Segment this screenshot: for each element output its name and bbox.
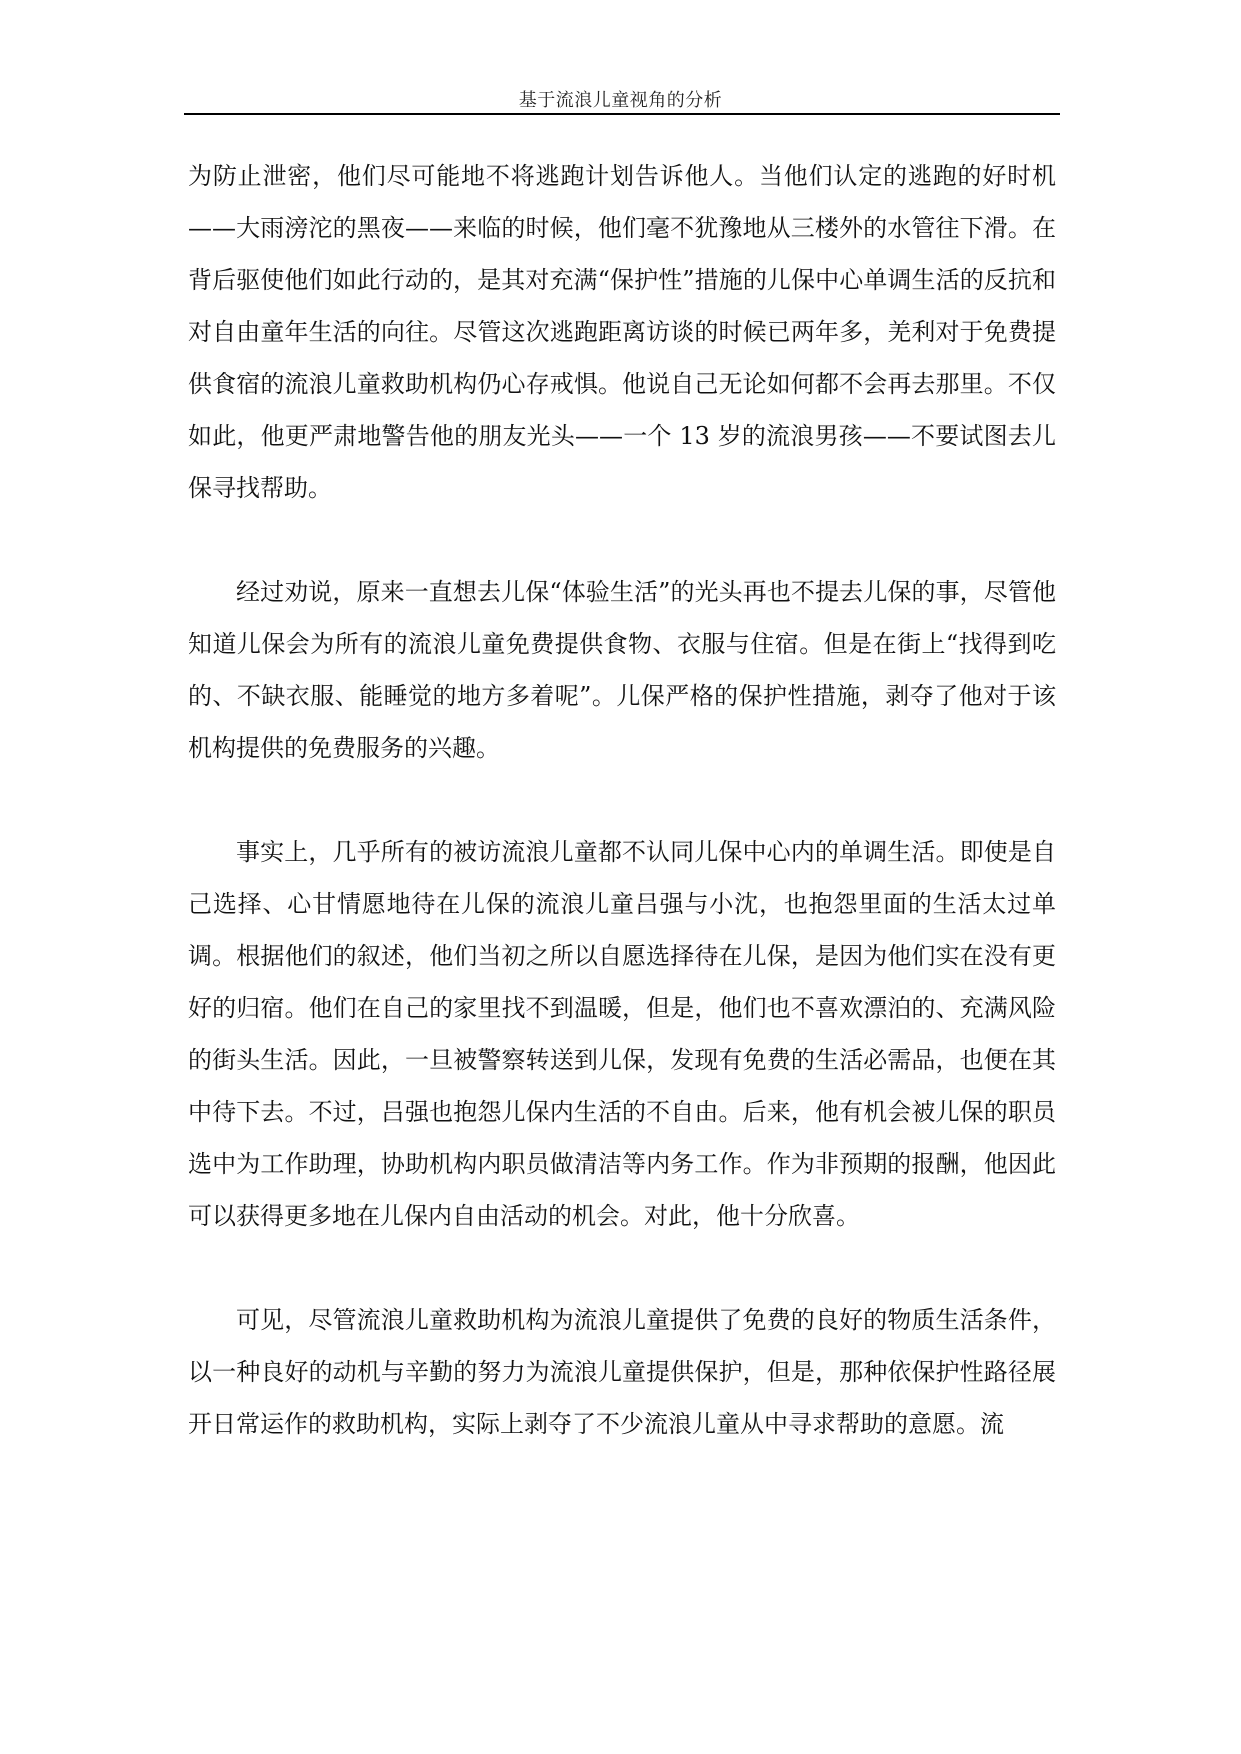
paragraph-1: 为防止泄密，他们尽可能地不将逃跑计划告诉他人。当他们认定的逃跑的好时机——大雨滂沱的黑夜——来临的时候，他们毫不犹豫地从三楼外的水管往下滑。在背后驱使他们如此行动的，是其对充满“保护性”措施的儿保中心单调生活的反抗和对自由童年生活的向往。尽管这次逃跑距离访谈的时候已两年多，羌利对于免费提供食宿的流浪儿童救助机构仍心存戒惧。他说自己无论如何都不会再去那里。不仅如此，他更严肃地警告他的朋友光头——一个 13 岁的流浪男孩——不要试图去儿保寻找帮助。: [188, 162, 1056, 502]
paragraph-2: 经过劝说，原来一直想去儿保“体验生活”的光头再也不提去儿保的事，尽管他知道儿保会为所有的流浪儿童免费提供食物、衣服与住宿。但是在街上“找得到吃的、不缺衣服、能睡觉的地方多着呢”。儿保严格的保护性措施，剥夺了他对于该机构提供的免费服务的兴趣。: [188, 578, 1056, 762]
body-text: [188, 150, 1056, 1450]
paragraph-3: 事实上，几乎所有的被访流浪儿童都不认同儿保中心内的单调生活。即使是自己选择、心甘情愿地待在儿保的流浪儿童吕强与小沈，也抱怨里面的生活太过单调。根据他们的叙述，他们当初之所以自愿选择待在儿保，是因为他们实在没有更好的归宿。他们在自己的家里找不到温暖，但是，他们也不喜欢漂泊的、充满风险的街头生活。因此，一旦被警察转送到儿保，发现有免费的生活必需品，也便在其中待下去。不过，吕强也抱怨儿保内生活的不自由。后来，他有机会被儿保的职员选中为工作助理，协助机构内职员做清洁等内务工作。作为非预期的报酬，他因此可以获得更多地在儿保内自由活动的机会。对此，他十分欣喜。: [188, 838, 1056, 1230]
paragraph-4: 可见，尽管流浪儿童救助机构为流浪儿童提供了免费的良好的物质生活条件，以一种良好的动机与辛勤的努力为流浪儿童提供保护，但是，那种依保护性路径展开日常运作的救助机构，实际上剥夺了不少流浪儿童从中寻求帮助的意愿。流: [188, 1306, 1056, 1438]
header-divider: [184, 113, 1060, 115]
running-header: 基于流浪儿童视角的分析: [518, 90, 723, 111]
